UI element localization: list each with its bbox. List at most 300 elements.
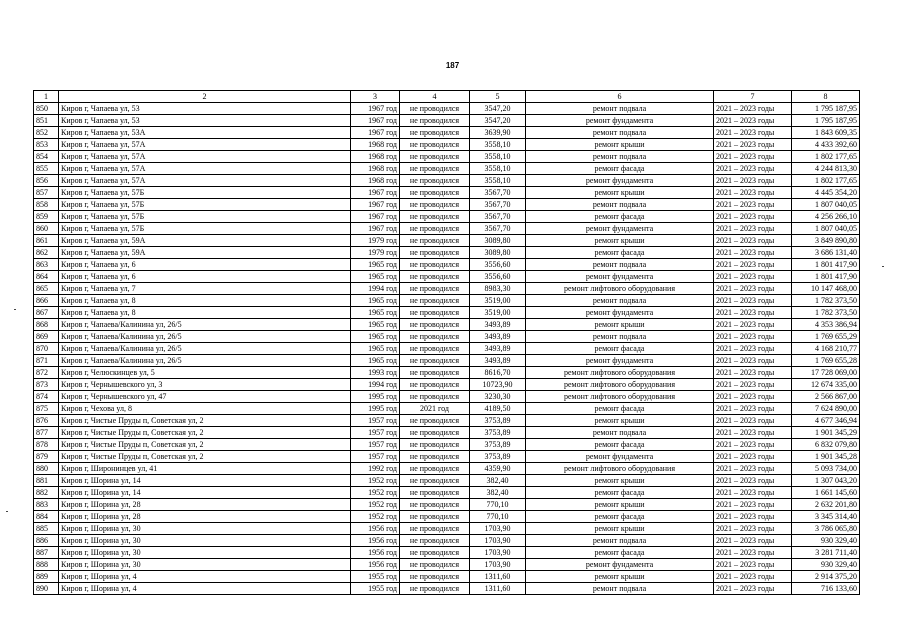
cell-build-year: 1957 год xyxy=(351,415,400,427)
cell-cost: 1 769 655,28 xyxy=(792,355,860,367)
cell-last-repair: не проводился xyxy=(400,463,470,475)
cell-last-repair: не проводился xyxy=(400,307,470,319)
cell-build-year: 1965 год xyxy=(351,343,400,355)
cell-last-repair: не проводился xyxy=(400,283,470,295)
cell-build-year: 1952 год xyxy=(351,487,400,499)
table-row xyxy=(34,439,860,451)
cell-area: 3493,89 xyxy=(470,343,526,355)
header-col-2: 2 xyxy=(59,91,351,103)
cell-work-type: ремонт лифтового оборудования xyxy=(526,391,714,403)
table-row xyxy=(34,367,860,379)
cell-build-year: 1979 год xyxy=(351,247,400,259)
cell-work-type: ремонт фасада xyxy=(526,211,714,223)
cell-address: Киров г, Чапаева ул, 57Б xyxy=(59,199,351,211)
cell-cost: 3 786 065,80 xyxy=(792,523,860,535)
cell-build-year: 1957 год xyxy=(351,451,400,463)
cell-last-repair: не проводился xyxy=(400,511,470,523)
cell-address: Киров г, Чапаева ул, 6 xyxy=(59,271,351,283)
cell-build-year: 1967 год xyxy=(351,127,400,139)
cell-period: 2021 – 2023 годы xyxy=(714,127,792,139)
cell-last-repair: не проводился xyxy=(400,151,470,163)
cell-work-type: ремонт крыши xyxy=(526,499,714,511)
cell-period: 2021 – 2023 годы xyxy=(714,235,792,247)
cell-last-repair: не проводился xyxy=(400,247,470,259)
cell-build-year: 1968 год xyxy=(351,151,400,163)
cell-row-number: 860 xyxy=(34,223,59,235)
cell-area: 3639,90 xyxy=(470,127,526,139)
cell-build-year: 1968 год xyxy=(351,139,400,151)
cell-cost: 930 329,40 xyxy=(792,535,860,547)
header-col-8: 8 xyxy=(792,91,860,103)
cell-area: 4359,90 xyxy=(470,463,526,475)
cell-period: 2021 – 2023 годы xyxy=(714,535,792,547)
cell-address: Киров г, Челюскинцев ул, 5 xyxy=(59,367,351,379)
cell-row-number: 855 xyxy=(34,163,59,175)
table-row xyxy=(34,499,860,511)
cell-area: 3230,30 xyxy=(470,391,526,403)
cell-cost: 1 801 417,90 xyxy=(792,259,860,271)
header-col-3: 3 xyxy=(351,91,400,103)
cell-area: 8616,70 xyxy=(470,367,526,379)
cell-build-year: 1968 год xyxy=(351,175,400,187)
scan-speck xyxy=(882,266,884,267)
cell-last-repair: не проводился xyxy=(400,535,470,547)
cell-last-repair: не проводился xyxy=(400,391,470,403)
table-row xyxy=(34,355,860,367)
cell-period: 2021 – 2023 годы xyxy=(714,343,792,355)
table-row xyxy=(34,295,860,307)
table-body xyxy=(34,103,860,595)
cell-address: Киров г, Чапаева/Калинина ул, 26/5 xyxy=(59,319,351,331)
cell-cost: 3 281 711,40 xyxy=(792,547,860,559)
cell-row-number: 874 xyxy=(34,391,59,403)
cell-period: 2021 – 2023 годы xyxy=(714,319,792,331)
cell-cost: 7 624 890,00 xyxy=(792,403,860,415)
cell-work-type: ремонт крыши xyxy=(526,235,714,247)
cell-work-type: ремонт подвала xyxy=(526,427,714,439)
cell-address: Киров г, Чапаева ул, 53 xyxy=(59,103,351,115)
cell-address: Киров г, Шорина ул, 30 xyxy=(59,547,351,559)
cell-row-number: 866 xyxy=(34,295,59,307)
cell-cost: 12 674 335,00 xyxy=(792,379,860,391)
cell-last-repair: не проводился xyxy=(400,127,470,139)
cell-cost: 2 566 867,00 xyxy=(792,391,860,403)
cell-cost: 1 901 345,28 xyxy=(792,451,860,463)
cell-build-year: 1952 год xyxy=(351,499,400,511)
cell-period: 2021 – 2023 годы xyxy=(714,103,792,115)
cell-build-year: 1979 год xyxy=(351,235,400,247)
cell-work-type: ремонт крыши xyxy=(526,523,714,535)
table-row xyxy=(34,535,860,547)
header-col-1: 1 xyxy=(34,91,59,103)
cell-work-type: ремонт фундамента xyxy=(526,271,714,283)
cell-period: 2021 – 2023 годы xyxy=(714,223,792,235)
cell-cost: 1 795 187,95 xyxy=(792,115,860,127)
cell-cost: 1 661 145,60 xyxy=(792,487,860,499)
table-row xyxy=(34,427,860,439)
cell-period: 2021 – 2023 годы xyxy=(714,547,792,559)
cell-period: 2021 – 2023 годы xyxy=(714,583,792,595)
cell-build-year: 1965 год xyxy=(351,331,400,343)
cell-period: 2021 – 2023 годы xyxy=(714,499,792,511)
cell-work-type: ремонт подвала xyxy=(526,199,714,211)
cell-period: 2021 – 2023 годы xyxy=(714,391,792,403)
cell-work-type: ремонт подвала xyxy=(526,295,714,307)
table-row xyxy=(34,559,860,571)
cell-row-number: 850 xyxy=(34,103,59,115)
cell-period: 2021 – 2023 годы xyxy=(714,451,792,463)
cell-cost: 4 677 346,94 xyxy=(792,415,860,427)
cell-cost: 1 807 040,05 xyxy=(792,199,860,211)
cell-row-number: 854 xyxy=(34,151,59,163)
cell-last-repair: не проводился xyxy=(400,187,470,199)
cell-cost: 1 795 187,95 xyxy=(792,103,860,115)
cell-last-repair: не проводился xyxy=(400,523,470,535)
cell-cost: 4 244 813,30 xyxy=(792,163,860,175)
table-row xyxy=(34,211,860,223)
cell-area: 382,40 xyxy=(470,487,526,499)
cell-area: 3753,89 xyxy=(470,427,526,439)
cell-row-number: 856 xyxy=(34,175,59,187)
repair-schedule-table xyxy=(33,90,860,595)
cell-last-repair: не проводился xyxy=(400,487,470,499)
cell-work-type: ремонт фасада xyxy=(526,247,714,259)
cell-work-type: ремонт фундамента xyxy=(526,223,714,235)
cell-row-number: 870 xyxy=(34,343,59,355)
cell-work-type: ремонт подвала xyxy=(526,331,714,343)
cell-work-type: ремонт фундамента xyxy=(526,559,714,571)
cell-area: 3558,10 xyxy=(470,139,526,151)
cell-last-repair: не проводился xyxy=(400,571,470,583)
cell-row-number: 884 xyxy=(34,511,59,523)
cell-last-repair: не проводился xyxy=(400,415,470,427)
cell-cost: 3 686 131,40 xyxy=(792,247,860,259)
cell-row-number: 886 xyxy=(34,535,59,547)
cell-address: Киров г, Шорина ул, 4 xyxy=(59,583,351,595)
cell-build-year: 1965 год xyxy=(351,355,400,367)
cell-last-repair: не проводился xyxy=(400,547,470,559)
cell-address: Киров г, Шорина ул, 30 xyxy=(59,559,351,571)
cell-build-year: 1952 год xyxy=(351,475,400,487)
cell-cost: 1 802 177,65 xyxy=(792,175,860,187)
cell-cost: 1 307 043,20 xyxy=(792,475,860,487)
cell-cost: 6 832 079,80 xyxy=(792,439,860,451)
cell-cost: 930 329,40 xyxy=(792,559,860,571)
cell-cost: 4 433 392,60 xyxy=(792,139,860,151)
cell-build-year: 1965 год xyxy=(351,295,400,307)
cell-period: 2021 – 2023 годы xyxy=(714,211,792,223)
cell-work-type: ремонт фундамента xyxy=(526,175,714,187)
cell-area: 1703,90 xyxy=(470,535,526,547)
cell-last-repair: не проводился xyxy=(400,343,470,355)
cell-row-number: 880 xyxy=(34,463,59,475)
cell-period: 2021 – 2023 годы xyxy=(714,283,792,295)
cell-row-number: 859 xyxy=(34,211,59,223)
cell-cost: 1 901 345,29 xyxy=(792,427,860,439)
cell-cost: 1 843 609,35 xyxy=(792,127,860,139)
cell-row-number: 868 xyxy=(34,319,59,331)
cell-area: 3558,10 xyxy=(470,163,526,175)
cell-period: 2021 – 2023 годы xyxy=(714,355,792,367)
cell-area: 3558,10 xyxy=(470,151,526,163)
header-col-4: 4 xyxy=(400,91,470,103)
cell-address: Киров г, Чапаева/Калинина ул, 26/5 xyxy=(59,331,351,343)
cell-row-number: 877 xyxy=(34,427,59,439)
table-row xyxy=(34,271,860,283)
cell-area: 3089,80 xyxy=(470,247,526,259)
table-row xyxy=(34,415,860,427)
cell-work-type: ремонт лифтового оборудования xyxy=(526,379,714,391)
cell-area: 3493,89 xyxy=(470,319,526,331)
cell-cost: 1 782 373,50 xyxy=(792,307,860,319)
cell-period: 2021 – 2023 годы xyxy=(714,151,792,163)
cell-row-number: 867 xyxy=(34,307,59,319)
cell-row-number: 882 xyxy=(34,487,59,499)
table-row xyxy=(34,343,860,355)
cell-area: 3556,60 xyxy=(470,259,526,271)
scan-speck xyxy=(6,511,8,512)
cell-work-type: ремонт крыши xyxy=(526,571,714,583)
cell-last-repair: не проводился xyxy=(400,103,470,115)
cell-area: 4189,50 xyxy=(470,403,526,415)
cell-address: Киров г, Чапаева ул, 53 xyxy=(59,115,351,127)
cell-period: 2021 – 2023 годы xyxy=(714,139,792,151)
cell-row-number: 878 xyxy=(34,439,59,451)
cell-period: 2021 – 2023 годы xyxy=(714,439,792,451)
cell-period: 2021 – 2023 годы xyxy=(714,511,792,523)
cell-period: 2021 – 2023 годы xyxy=(714,427,792,439)
cell-build-year: 1992 год xyxy=(351,463,400,475)
cell-last-repair: не проводился xyxy=(400,331,470,343)
table-row xyxy=(34,463,860,475)
cell-address: Киров г, Широнинцев ул, 41 xyxy=(59,463,351,475)
cell-address: Киров г, Чапаева ул, 57А xyxy=(59,163,351,175)
cell-address: Киров г, Чернышевского ул, 3 xyxy=(59,379,351,391)
cell-row-number: 858 xyxy=(34,199,59,211)
cell-period: 2021 – 2023 годы xyxy=(714,523,792,535)
cell-period: 2021 – 2023 годы xyxy=(714,163,792,175)
cell-area: 1703,90 xyxy=(470,523,526,535)
cell-area: 3519,00 xyxy=(470,295,526,307)
table-row xyxy=(34,571,860,583)
cell-address: Киров г, Чапаева ул, 7 xyxy=(59,283,351,295)
cell-cost: 4 168 210,77 xyxy=(792,343,860,355)
cell-work-type: ремонт фундамента xyxy=(526,307,714,319)
cell-row-number: 875 xyxy=(34,403,59,415)
cell-address: Киров г, Чапаева ул, 57Б xyxy=(59,187,351,199)
cell-last-repair: не проводился xyxy=(400,475,470,487)
cell-last-repair: не проводился xyxy=(400,439,470,451)
cell-build-year: 1994 год xyxy=(351,283,400,295)
cell-area: 3567,70 xyxy=(470,211,526,223)
cell-last-repair: не проводился xyxy=(400,319,470,331)
cell-address: Киров г, Чистые Пруды п, Советская ул, 2 xyxy=(59,451,351,463)
cell-area: 3519,00 xyxy=(470,307,526,319)
cell-last-repair: не проводился xyxy=(400,211,470,223)
cell-cost: 2 914 375,20 xyxy=(792,571,860,583)
cell-build-year: 1968 год xyxy=(351,163,400,175)
cell-row-number: 883 xyxy=(34,499,59,511)
cell-build-year: 1967 год xyxy=(351,211,400,223)
table-row xyxy=(34,199,860,211)
cell-cost: 10 147 468,00 xyxy=(792,283,860,295)
cell-work-type: ремонт крыши xyxy=(526,139,714,151)
cell-address: Киров г, Чистые Пруды п, Советская ул, 2 xyxy=(59,415,351,427)
table-row xyxy=(34,115,860,127)
cell-last-repair: не проводился xyxy=(400,163,470,175)
cell-row-number: 864 xyxy=(34,271,59,283)
cell-build-year: 1965 год xyxy=(351,259,400,271)
cell-row-number: 863 xyxy=(34,259,59,271)
table-row xyxy=(34,151,860,163)
table-row xyxy=(34,319,860,331)
cell-area: 10723,90 xyxy=(470,379,526,391)
cell-cost: 1 801 417,90 xyxy=(792,271,860,283)
cell-work-type: ремонт фасада xyxy=(526,439,714,451)
cell-build-year: 1993 год xyxy=(351,367,400,379)
cell-address: Киров г, Чапаева ул, 57Б xyxy=(59,211,351,223)
cell-period: 2021 – 2023 годы xyxy=(714,379,792,391)
cell-row-number: 888 xyxy=(34,559,59,571)
cell-area: 1311,60 xyxy=(470,583,526,595)
cell-address: Киров г, Чистые Пруды п, Советская ул, 2 xyxy=(59,427,351,439)
cell-address: Киров г, Шорина ул, 28 xyxy=(59,511,351,523)
cell-build-year: 1957 год xyxy=(351,439,400,451)
cell-work-type: ремонт крыши xyxy=(526,475,714,487)
cell-area: 382,40 xyxy=(470,475,526,487)
cell-row-number: 887 xyxy=(34,547,59,559)
cell-row-number: 851 xyxy=(34,115,59,127)
cell-address: Киров г, Шорина ул, 28 xyxy=(59,499,351,511)
cell-period: 2021 – 2023 годы xyxy=(714,463,792,475)
cell-build-year: 1967 год xyxy=(351,103,400,115)
cell-last-repair: не проводился xyxy=(400,379,470,391)
cell-address: Киров г, Чапаева/Калинина ул, 26/5 xyxy=(59,355,351,367)
cell-build-year: 1994 год xyxy=(351,379,400,391)
cell-row-number: 873 xyxy=(34,379,59,391)
cell-last-repair: не проводился xyxy=(400,451,470,463)
cell-row-number: 852 xyxy=(34,127,59,139)
cell-period: 2021 – 2023 годы xyxy=(714,175,792,187)
table-row xyxy=(34,403,860,415)
cell-cost: 3 849 890,80 xyxy=(792,235,860,247)
cell-last-repair: не проводился xyxy=(400,559,470,571)
cell-area: 3753,89 xyxy=(470,451,526,463)
cell-period: 2021 – 2023 годы xyxy=(714,475,792,487)
cell-address: Киров г, Чапаева ул, 57А xyxy=(59,151,351,163)
cell-address: Киров г, Чапаева ул, 6 xyxy=(59,259,351,271)
table-row xyxy=(34,235,860,247)
cell-cost: 716 133,60 xyxy=(792,583,860,595)
header-col-5: 5 xyxy=(470,91,526,103)
cell-work-type: ремонт крыши xyxy=(526,319,714,331)
cell-address: Киров г, Шорина ул, 30 xyxy=(59,523,351,535)
cell-last-repair: не проводился xyxy=(400,427,470,439)
cell-area: 770,10 xyxy=(470,511,526,523)
table-row xyxy=(34,583,860,595)
cell-period: 2021 – 2023 годы xyxy=(714,247,792,259)
cell-last-repair: не проводился xyxy=(400,223,470,235)
cell-work-type: ремонт подвала xyxy=(526,535,714,547)
cell-address: Киров г, Шорина ул, 14 xyxy=(59,475,351,487)
cell-build-year: 1967 год xyxy=(351,187,400,199)
cell-area: 3547,20 xyxy=(470,103,526,115)
cell-build-year: 1956 год xyxy=(351,523,400,535)
cell-period: 2021 – 2023 годы xyxy=(714,487,792,499)
table-row xyxy=(34,523,860,535)
cell-area: 8983,30 xyxy=(470,283,526,295)
cell-address: Киров г, Чистые Пруды п, Советская ул, 2 xyxy=(59,439,351,451)
cell-row-number: 885 xyxy=(34,523,59,535)
cell-last-repair: не проводился xyxy=(400,271,470,283)
cell-row-number: 871 xyxy=(34,355,59,367)
cell-area: 3567,70 xyxy=(470,223,526,235)
cell-build-year: 1965 год xyxy=(351,271,400,283)
table-row xyxy=(34,223,860,235)
cell-area: 3556,60 xyxy=(470,271,526,283)
cell-cost: 1 782 373,50 xyxy=(792,295,860,307)
cell-last-repair: 2021 год xyxy=(400,403,470,415)
cell-work-type: ремонт подвала xyxy=(526,103,714,115)
cell-area: 770,10 xyxy=(470,499,526,511)
cell-row-number: 890 xyxy=(34,583,59,595)
cell-work-type: ремонт лифтового оборудования xyxy=(526,283,714,295)
table-row xyxy=(34,187,860,199)
cell-period: 2021 – 2023 годы xyxy=(714,571,792,583)
table-row xyxy=(34,487,860,499)
cell-last-repair: не проводился xyxy=(400,199,470,211)
cell-build-year: 1952 год xyxy=(351,511,400,523)
table-row xyxy=(34,283,860,295)
cell-build-year: 1956 год xyxy=(351,547,400,559)
cell-cost: 5 093 734,00 xyxy=(792,463,860,475)
cell-row-number: 889 xyxy=(34,571,59,583)
cell-work-type: ремонт крыши xyxy=(526,187,714,199)
table-row xyxy=(34,391,860,403)
cell-build-year: 1955 год xyxy=(351,583,400,595)
cell-period: 2021 – 2023 годы xyxy=(714,307,792,319)
cell-address: Киров г, Шорина ул, 4 xyxy=(59,571,351,583)
cell-work-type: ремонт подвала xyxy=(526,259,714,271)
cell-build-year: 1956 год xyxy=(351,535,400,547)
cell-row-number: 869 xyxy=(34,331,59,343)
cell-period: 2021 – 2023 годы xyxy=(714,259,792,271)
cell-area: 3753,89 xyxy=(470,415,526,427)
cell-work-type: ремонт фасада xyxy=(526,343,714,355)
table-row xyxy=(34,139,860,151)
cell-work-type: ремонт лифтового оборудования xyxy=(526,463,714,475)
cell-work-type: ремонт фасада xyxy=(526,403,714,415)
cell-build-year: 1956 год xyxy=(351,559,400,571)
cell-build-year: 1967 год xyxy=(351,223,400,235)
cell-cost: 2 632 201,80 xyxy=(792,499,860,511)
cell-address: Киров г, Чапаева ул, 53А xyxy=(59,127,351,139)
cell-period: 2021 – 2023 годы xyxy=(714,199,792,211)
cell-address: Киров г, Шорина ул, 30 xyxy=(59,535,351,547)
cell-work-type: ремонт фасада xyxy=(526,163,714,175)
cell-last-repair: не проводился xyxy=(400,355,470,367)
scan-speck xyxy=(14,309,16,310)
cell-address: Киров г, Чапаева ул, 59А xyxy=(59,247,351,259)
cell-area: 1703,90 xyxy=(470,547,526,559)
cell-build-year: 1967 год xyxy=(351,199,400,211)
header-row xyxy=(34,91,860,103)
cell-last-repair: не проводился xyxy=(400,139,470,151)
cell-cost: 3 345 314,40 xyxy=(792,511,860,523)
page-number: 187 xyxy=(445,61,460,70)
cell-period: 2021 – 2023 годы xyxy=(714,403,792,415)
cell-build-year: 1965 год xyxy=(351,319,400,331)
